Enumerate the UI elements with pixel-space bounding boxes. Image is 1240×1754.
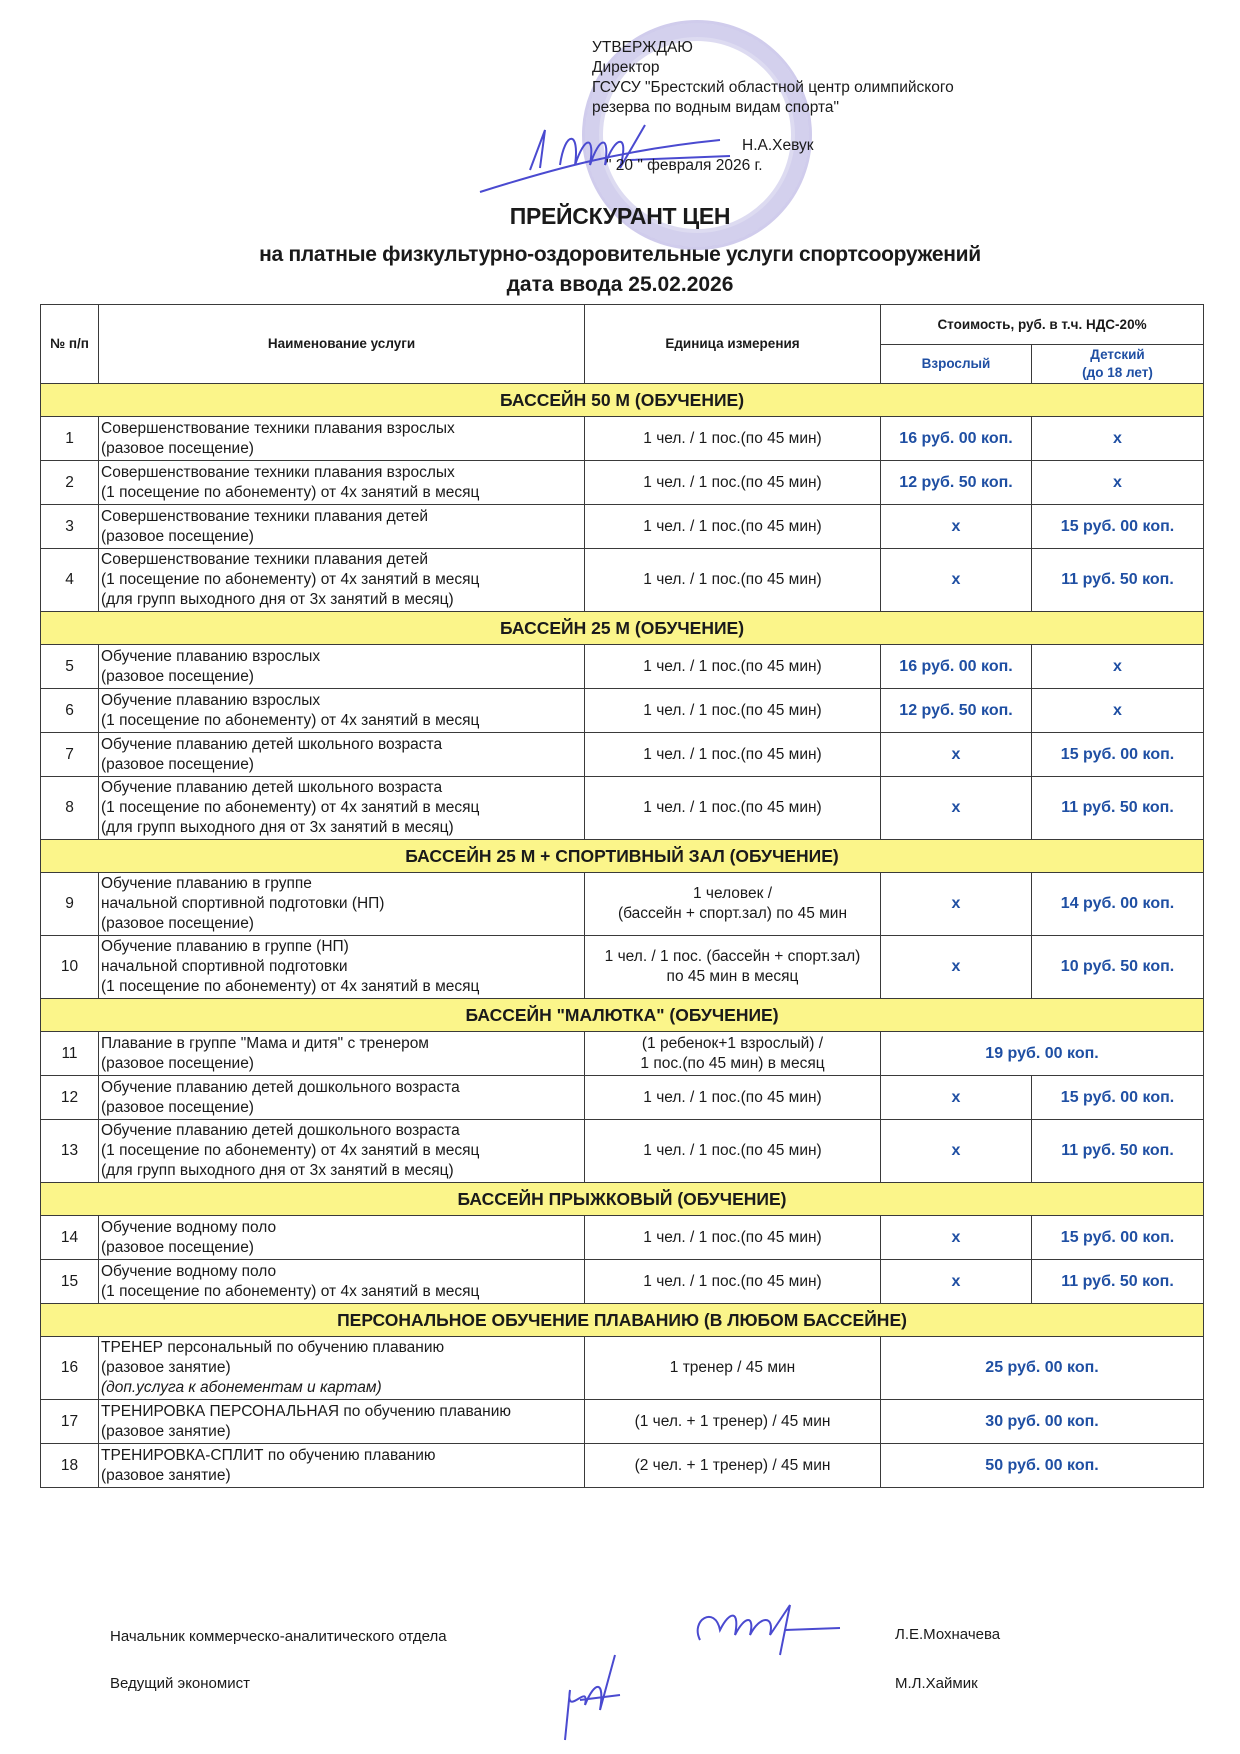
price-child: 15 руб. 00 коп.	[1032, 1216, 1204, 1260]
header-adult: Взрослый	[881, 345, 1032, 384]
unit-of-measure	[585, 777, 881, 840]
service-name	[99, 1260, 585, 1304]
unit-line: 1 чел. / 1 пос.(по 45 мин)	[643, 799, 822, 816]
service-name-line: (1 посещение по абонементу) от 4х занятий в месяц	[101, 571, 480, 588]
row-number: 11	[41, 1032, 99, 1076]
price-child: 15 руб. 00 коп.	[1032, 1076, 1204, 1120]
service-name-line: Обучение водному поло	[101, 1262, 277, 1280]
row-number: 12	[41, 1076, 99, 1120]
section-header	[41, 384, 1204, 417]
director-name: Н.А.Хевук	[742, 137, 814, 154]
section-title: БАССЕЙН 25 М (ОБУЧЕНИЕ)	[41, 612, 1204, 645]
service-note: (доп.услуга к абонементам и картам)	[101, 1379, 382, 1396]
service-name	[99, 689, 585, 733]
unit-line: (бассейн + спорт.зал) по 45 мин	[617, 905, 848, 922]
service-name	[99, 1400, 585, 1444]
unit-of-measure	[585, 1260, 881, 1304]
table-row	[41, 461, 1204, 505]
table-row	[41, 689, 1204, 733]
service-name-line: ТРЕНИРОВКА-СПЛИТ по обучению плаванию	[101, 1446, 436, 1464]
head-name: Л.Е.Мохначева	[895, 1626, 1001, 1643]
service-name-line: Обучение плаванию в группе (НП)	[101, 938, 349, 955]
table-row	[41, 1337, 1204, 1400]
table-row	[41, 873, 1204, 936]
unit-of-measure	[585, 873, 881, 936]
table-row	[41, 417, 1204, 461]
unit-of-measure	[585, 505, 881, 549]
price-adult: х	[881, 1216, 1032, 1260]
price-child: 15 руб. 00 коп.	[1032, 505, 1204, 549]
unit-line: 1 чел. / 1 пос.(по 45 мин)	[643, 701, 822, 719]
price-adult: х	[881, 873, 1032, 936]
table-row	[41, 1444, 1204, 1488]
price-combined: 50 руб. 00 коп.	[881, 1444, 1204, 1488]
price-combined: 19 руб. 00 коп.	[881, 1032, 1204, 1076]
section-title: БАССЕЙН 50 М (ОБУЧЕНИЕ)	[41, 384, 1204, 417]
service-name-line: (разовое посещение)	[101, 439, 254, 457]
service-name-line: Совершенствование техники плавания детей	[101, 507, 429, 525]
unit-line: (1 чел. + 1 тренер) / 45 мин	[634, 1412, 831, 1430]
organization-line-1: ГСУСУ "Брестский областной центр олимпийского	[592, 79, 954, 96]
economist-position: Ведущий экономист	[110, 1675, 250, 1692]
service-name	[99, 645, 585, 689]
price-adult: 16 руб. 00 коп.	[881, 417, 1032, 461]
header-service-name: Наименование услуги	[99, 305, 585, 384]
price-table	[40, 304, 1204, 1488]
service-name	[99, 1337, 585, 1400]
row-number: 16	[41, 1337, 99, 1400]
price-combined: 30 руб. 00 коп.	[881, 1400, 1204, 1444]
section-header	[41, 840, 1204, 873]
price-child: х	[1032, 645, 1204, 689]
row-number: 18	[41, 1444, 99, 1488]
service-name	[99, 1032, 585, 1076]
service-name-line: (1 посещение по абонементу) от 4х занятий в месяц	[101, 799, 480, 816]
service-name-line: Совершенствование техники плавания взрослых	[101, 419, 455, 437]
service-name-line: (разовое занятие)	[101, 1359, 231, 1376]
header-cost: Стоимость, руб. в т.ч. НДС-20%	[881, 305, 1204, 345]
price-adult: 12 руб. 50 коп.	[881, 689, 1032, 733]
service-name-line: Обучение плаванию в группе	[101, 875, 312, 892]
economist-name: М.Л.Хаймик	[895, 1675, 978, 1692]
head-signature-icon	[690, 1600, 850, 1660]
unit-line: 1 чел. / 1 пос.(по 45 мин)	[643, 1272, 822, 1290]
section-header	[41, 1304, 1204, 1337]
unit-of-measure	[585, 1216, 881, 1260]
section-header	[41, 1183, 1204, 1216]
header-child-line2: (до 18 лет)	[1082, 365, 1153, 380]
organization-line-2: резерва по водным видам спорта"	[592, 99, 840, 116]
service-name-line: Обучение плаванию детей школьного возраста	[101, 735, 443, 753]
price-child: 11 руб. 50 коп.	[1032, 1120, 1204, 1183]
price-adult: х	[881, 936, 1032, 999]
price-child: 11 руб. 50 коп.	[1032, 777, 1204, 840]
service-name	[99, 549, 585, 612]
unit-line: по 45 мин в месяц	[666, 968, 799, 985]
unit-of-measure	[585, 1120, 881, 1183]
price-child: х	[1032, 461, 1204, 505]
row-number: 6	[41, 689, 99, 733]
service-name-line: (1 посещение по абонементу) от 4х занятий в месяц	[101, 1282, 480, 1300]
row-number: 13	[41, 1120, 99, 1183]
table-row	[41, 1032, 1204, 1076]
unit-of-measure	[585, 1337, 881, 1400]
service-name-line: Обучение плаванию взрослых	[101, 691, 321, 709]
unit-line: 1 тренер / 45 мин	[669, 1359, 796, 1376]
price-adult: х	[881, 505, 1032, 549]
unit-line: (2 чел. + 1 тренер) / 45 мин	[634, 1456, 831, 1474]
unit-line: (1 ребенок+1 взрослый) /	[641, 1034, 824, 1052]
unit-of-measure	[585, 689, 881, 733]
service-name-line: Обучение плаванию детей дошкольного возраста	[101, 1078, 460, 1096]
row-number: 9	[41, 873, 99, 936]
service-name	[99, 777, 585, 840]
service-name-line: (разовое посещение)	[101, 1238, 254, 1256]
price-child: 10 руб. 50 коп.	[1032, 936, 1204, 999]
service-name-line: Плавание в группе "Мама и дитя" с тренером	[101, 1034, 429, 1052]
price-adult: х	[881, 549, 1032, 612]
row-number: 14	[41, 1216, 99, 1260]
section-title: ПЕРСОНАЛЬНОЕ ОБУЧЕНИЕ ПЛАВАНИЮ (В ЛЮБОМ БАССЕЙНЕ)	[41, 1304, 1204, 1337]
service-name	[99, 733, 585, 777]
price-child: 14 руб. 00 коп.	[1032, 873, 1204, 936]
unit-line: 1 чел. / 1 пос.(по 45 мин)	[643, 571, 822, 588]
price-adult: 12 руб. 50 коп.	[881, 461, 1032, 505]
table-row	[41, 1260, 1204, 1304]
price-adult: х	[881, 777, 1032, 840]
service-name-line: (разовое посещение)	[101, 1098, 254, 1116]
service-name-line: начальной спортивной подготовки (НП)	[101, 895, 385, 912]
unit-line: 1 чел. / 1 пос.(по 45 мин)	[643, 1088, 822, 1106]
unit-line: 1 чел. / 1 пос.(по 45 мин)	[643, 745, 822, 763]
price-adult: х	[881, 1260, 1032, 1304]
row-number: 3	[41, 505, 99, 549]
unit-line: 1 чел. / 1 пос.(по 45 мин)	[643, 657, 822, 675]
unit-of-measure	[585, 1032, 881, 1076]
unit-of-measure	[585, 936, 881, 999]
table-row	[41, 733, 1204, 777]
section-title: БАССЕЙН 25 М + СПОРТИВНЫЙ ЗАЛ (ОБУЧЕНИЕ)	[41, 840, 1204, 873]
service-name-line: (разовое занятие)	[101, 1466, 231, 1484]
unit-line: 1 чел. / 1 пос.(по 45 мин)	[643, 517, 822, 535]
section-header	[41, 612, 1204, 645]
row-number: 4	[41, 549, 99, 612]
unit-line: 1 чел. / 1 пос.(по 45 мин)	[643, 1228, 822, 1246]
service-name	[99, 873, 585, 936]
section-header	[41, 999, 1204, 1032]
service-name	[99, 1444, 585, 1488]
economist-signature-icon	[550, 1650, 630, 1745]
unit-of-measure	[585, 549, 881, 612]
document-title: ПРЕЙСКУРАНТ ЦЕН	[509, 203, 731, 229]
service-name	[99, 461, 585, 505]
row-number: 1	[41, 417, 99, 461]
table-row	[41, 1400, 1204, 1444]
price-adult: х	[881, 733, 1032, 777]
header-unit: Единица измерения	[585, 305, 881, 384]
row-number: 2	[41, 461, 99, 505]
price-adult: 16 руб. 00 коп.	[881, 645, 1032, 689]
approval-date: " 20 " февраля 2026 г.	[606, 157, 763, 174]
service-name	[99, 1120, 585, 1183]
row-number: 15	[41, 1260, 99, 1304]
price-child: 11 руб. 50 коп.	[1032, 549, 1204, 612]
unit-line: 1 чел. / 1 пос. (бассейн + спорт.зал)	[604, 948, 861, 965]
service-name-line: (разовое посещение)	[101, 667, 254, 685]
approval-block	[592, 38, 1012, 176]
unit-line: 1 пос.(по 45 мин) в месяц	[640, 1054, 825, 1072]
service-name-line: (разовое посещение)	[101, 527, 254, 545]
service-name-line: (разовое посещение)	[101, 1054, 254, 1072]
approve-label: УТВЕРЖДАЮ	[592, 39, 693, 56]
table-row	[41, 1216, 1204, 1260]
service-name-line: Совершенствование техники плавания взрослых	[101, 463, 455, 481]
service-name	[99, 1076, 585, 1120]
service-name-line: Обучение плаванию взрослых	[101, 647, 321, 665]
table-row	[41, 505, 1204, 549]
price-table-body	[41, 384, 1204, 1488]
service-name	[99, 936, 585, 999]
unit-of-measure	[585, 1444, 881, 1488]
row-number: 8	[41, 777, 99, 840]
table-row	[41, 777, 1204, 840]
unit-of-measure	[585, 645, 881, 689]
service-name-line: (1 посещение по абонементу) от 4х занятий в месяц	[101, 711, 480, 729]
table-row	[41, 645, 1204, 689]
price-adult: х	[881, 1076, 1032, 1120]
table-row	[41, 936, 1204, 999]
unit-line: 1 чел. / 1 пос.(по 45 мин)	[643, 429, 822, 447]
service-name-line: (для групп выходного дня от 3х занятий в месяц)	[101, 1162, 454, 1179]
price-combined: 25 руб. 00 коп.	[881, 1337, 1204, 1400]
service-name-line: Обучение водному поло	[101, 1218, 277, 1236]
table-row	[41, 1120, 1204, 1183]
service-name-line: начальной спортивной подготовки	[101, 958, 348, 975]
section-title: БАССЕЙН "МАЛЮТКА" (ОБУЧЕНИЕ)	[41, 999, 1204, 1032]
director-position: Директор	[592, 59, 660, 76]
document-subtitle: на платные физкультурно-оздоровительные услуги спортсооружений	[259, 243, 981, 266]
service-name-line: (1 посещение по абонементу) от 4х занятий в месяц	[101, 978, 480, 995]
unit-of-measure	[585, 1076, 881, 1120]
unit-line: 1 чел. / 1 пос.(по 45 мин)	[643, 473, 822, 491]
service-name-line: (1 посещение по абонементу) от 4х занятий в месяц	[101, 1142, 480, 1159]
header-number: № п/п	[41, 305, 99, 384]
unit-of-measure	[585, 417, 881, 461]
service-name	[99, 417, 585, 461]
service-name-line: (разовое посещение)	[101, 755, 254, 773]
row-number: 7	[41, 733, 99, 777]
service-name-line: Обучение плаванию детей дошкольного возраста	[101, 1122, 460, 1139]
row-number: 10	[41, 936, 99, 999]
service-name-line: ТРЕНЕР персональный по обучению плаванию	[101, 1339, 445, 1356]
header-child-line1: Детский	[1090, 347, 1145, 362]
price-child: 15 руб. 00 коп.	[1032, 733, 1204, 777]
unit-of-measure	[585, 461, 881, 505]
header-child	[1032, 345, 1204, 384]
section-title: БАССЕЙН ПРЫЖКОВЫЙ (ОБУЧЕНИЕ)	[41, 1183, 1204, 1216]
price-child: 11 руб. 50 коп.	[1032, 1260, 1204, 1304]
price-adult: х	[881, 1120, 1032, 1183]
table-row	[41, 549, 1204, 612]
unit-line: 1 человек /	[692, 885, 773, 902]
price-child: х	[1032, 689, 1204, 733]
service-name-line: ТРЕНИРОВКА ПЕРСОНАЛЬНАЯ по обучению плаванию	[101, 1402, 512, 1420]
service-name-line: Совершенствование техники плавания детей	[101, 551, 429, 568]
service-name-line: (для групп выходного дня от 3х занятий в месяц)	[101, 591, 454, 608]
table-row	[41, 1076, 1204, 1120]
unit-of-measure	[585, 733, 881, 777]
price-child: х	[1032, 417, 1204, 461]
service-name-line: (для групп выходного дня от 3х занятий в месяц)	[101, 819, 454, 836]
service-name	[99, 1216, 585, 1260]
service-name	[99, 505, 585, 549]
row-number: 5	[41, 645, 99, 689]
effective-date: дата ввода 25.02.2026	[506, 273, 734, 296]
service-name-line: (разовое посещение)	[101, 915, 254, 932]
head-position: Начальник коммерческо-аналитического отдела	[110, 1628, 447, 1645]
service-name-line: (1 посещение по абонементу) от 4х занятий в месяц	[101, 483, 480, 501]
unit-of-measure	[585, 1400, 881, 1444]
service-name-line: (разовое занятие)	[101, 1422, 231, 1440]
row-number: 17	[41, 1400, 99, 1444]
unit-line: 1 чел. / 1 пос.(по 45 мин)	[643, 1142, 822, 1159]
service-name-line: Обучение плаванию детей школьного возраста	[101, 779, 443, 796]
